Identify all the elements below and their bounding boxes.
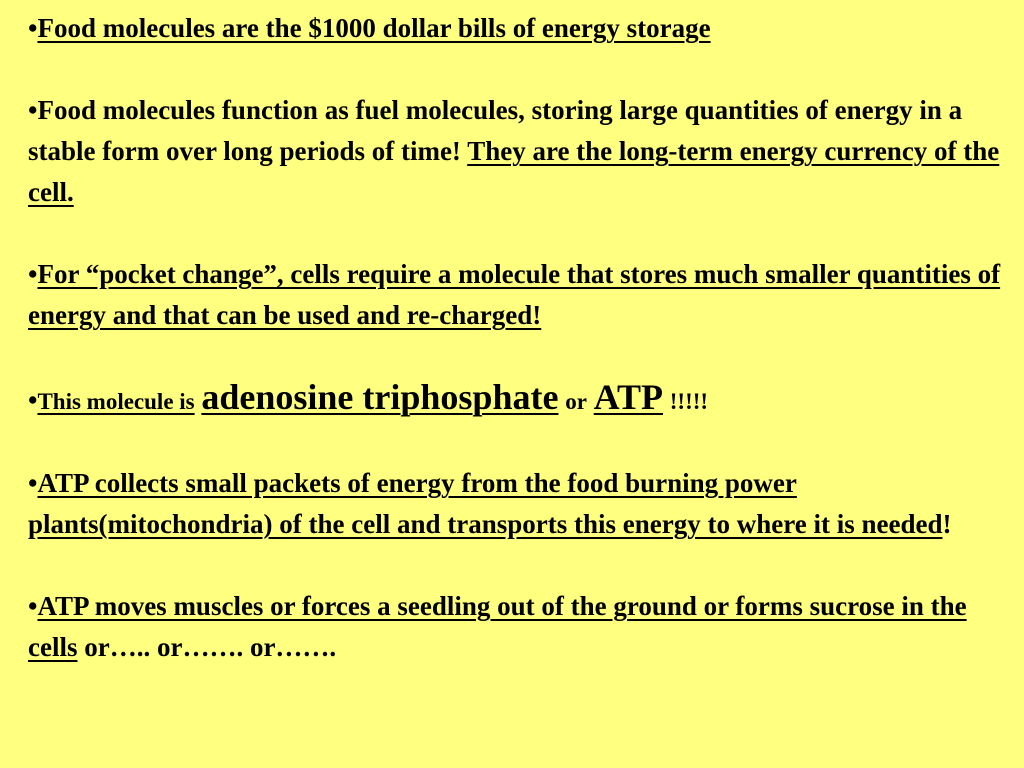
bullet-text: Food molecules are the $1000 dollar bills of energy storage: [37, 13, 711, 43]
bullet-marker: •: [28, 13, 38, 43]
bullet-atp-moves-muscles: [28, 586, 1008, 668]
bullet-fuel-molecules: [28, 90, 1008, 213]
bullet-text: This molecule is: [37, 389, 195, 414]
exclamation-text: !!!!!: [669, 389, 709, 414]
or-text: or: [565, 389, 587, 414]
bullet-food-molecules-dollar-bills: [28, 8, 1008, 49]
bullet-text: ATP moves muscles or forces a seedling out of the ground or forms sucrose in the cells: [28, 591, 967, 662]
adenosine-triphosphate-term: adenosine triphosphate: [201, 377, 559, 417]
bullet-text: Food molecules function as fuel molecules, storing large quantities of energy in a stable form over long periods of time!: [28, 95, 963, 166]
bullet-text-end: or….. or……. or…….: [77, 632, 337, 662]
bullet-text-end: !: [942, 509, 952, 539]
bullet-text: ATP collects small packets of energy from the food burning power plants(mitochondria) of the cell and transports this energy to where it is needed: [28, 468, 943, 539]
bullet-marker: •: [28, 385, 38, 415]
bullet-marker: •: [28, 468, 38, 498]
bullet-text-underlined: They are the long-term energy currency of the cell.: [28, 136, 1000, 207]
bullet-marker: •: [28, 95, 38, 125]
bullet-marker: •: [28, 591, 38, 621]
bullet-marker: •: [28, 259, 38, 289]
atp-term: ATP: [593, 377, 663, 417]
bullet-atp-definition: [28, 377, 1008, 422]
bullet-pocket-change: [28, 254, 1008, 336]
bullet-text: For “pocket change”, cells require a molecule that stores much smaller quantities of energy and that can be used and re-charged!: [28, 259, 1001, 330]
bullet-atp-collects-energy: [28, 463, 1008, 545]
